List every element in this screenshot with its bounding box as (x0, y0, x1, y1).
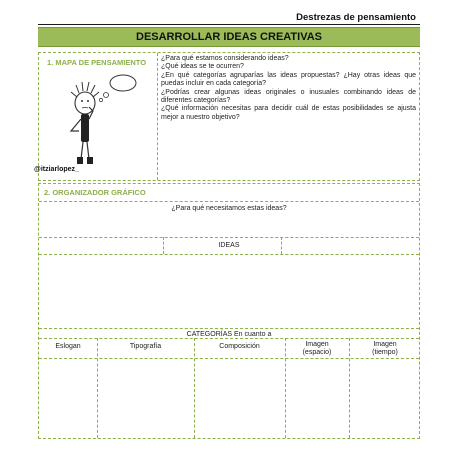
section-title-graphic-organizer: 2. ORGANIZADOR GRÁFICO (44, 188, 146, 197)
column-header-imagen-tiempo: Imagen (tiempo) (372, 341, 398, 356)
divider-line (39, 358, 419, 359)
divider-line (39, 328, 419, 329)
categories-label: CATEGORÍAS En cuanto a (186, 331, 272, 338)
divider-line (39, 338, 419, 339)
purpose-question: ¿Para qué necesitamos estas ideas? (171, 205, 287, 212)
section-divider (157, 53, 158, 180)
column-header-imagen-espacio: Imagen (espacio) (302, 341, 332, 356)
question-item: ¿En qué categorías agruparías las ideas propuestas? ¿Hay otras ideas que puedas incluir en cada categoría? (161, 71, 416, 88)
question-item: ¿Podrías crear algunas ideas originales o inusuales combinando ideas de diferentes categorías? (161, 88, 416, 105)
question-item: ¿Para qué estamos considerando ideas? (161, 55, 289, 62)
column-header-composicion: Composición (219, 343, 260, 350)
column-divider (97, 338, 98, 438)
question-item: ¿Qué información necesitas para decidir cuál de estas posibilidades se ajusta mejor a nuestro objetivo? (161, 105, 416, 121)
section-graphic-organizer (38, 183, 420, 439)
section-thinking-map (38, 52, 420, 181)
thinking-person-illustration (57, 71, 147, 171)
column-header-tipografia: Tipografía (129, 343, 162, 350)
section-title-thinking-map: 1. MAPA DE PENSAMIENTO (47, 58, 147, 67)
divider-line (39, 237, 419, 238)
divider-line (39, 254, 419, 255)
column-divider (194, 338, 195, 438)
divider-line (39, 201, 419, 202)
page-header-subject: Destrezas de pensamiento (296, 12, 416, 23)
page-title: DESARROLLAR IDEAS CREATIVAS (38, 27, 420, 47)
header-rule (38, 24, 420, 25)
column-header-eslogan: Eslogan (55, 343, 81, 350)
question-item: ¿Qué ideas se te ocurren? (161, 63, 244, 71)
author-handle: @itziarlopez_ (34, 166, 79, 173)
ideas-label: IDEAS (218, 242, 240, 249)
questions-list (161, 55, 416, 122)
